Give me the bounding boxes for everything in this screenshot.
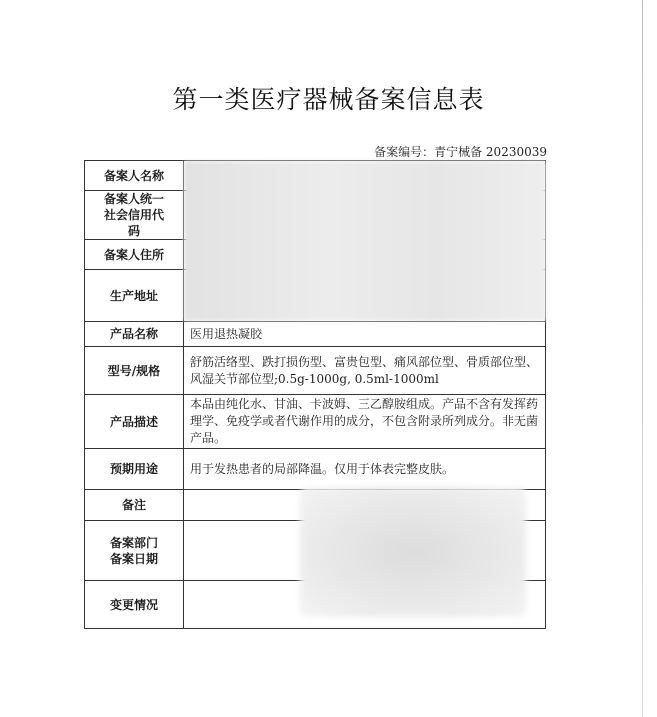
label-filer-address: 备案人住所 (85, 240, 184, 270)
label-product-name: 产品名称 (85, 322, 184, 347)
value-product-description: 本品由纯化水、甘油、卡波姆、三乙醇胺组成。产品不含有发挥药理学、免疫学或者代谢作用的成分，不包含附录所列成分。非无菌产品。 (184, 395, 546, 449)
label-department-date: 备案部门 备案日期 (85, 521, 184, 581)
document-title: 第一类医疗器械备案信息表 (172, 85, 485, 114)
record-number: 备案编号：青宁械备 20230039 (374, 145, 547, 159)
redacted-seal-area (300, 487, 526, 617)
label-product-description: 产品描述 (85, 395, 184, 449)
table-row (85, 395, 546, 449)
label-change-history: 变更情况 (85, 581, 184, 629)
label-production-address: 生产地址 (85, 270, 184, 322)
label-intended-use: 预期用途 (85, 449, 184, 490)
table-row (85, 322, 546, 347)
label-model-spec: 型号/规格 (85, 347, 184, 395)
value-model-spec: 舒筋活络型、跌打损伤型、富贵包型、痛风部位型、骨质部位型、风湿关节部位型;0.5g-1000g, 0.5ml-1000ml (184, 347, 546, 395)
value-product-name: 医用退热凝胶 (184, 322, 546, 347)
table-row (85, 347, 546, 395)
label-credit-code: 备案人统一社会信用代码 (85, 191, 184, 240)
label-filer-name: 备案人名称 (85, 161, 184, 191)
value-intended-use: 用于发热患者的局部降温。仅用于体表完整皮肤。 (184, 449, 546, 490)
table-row (85, 449, 546, 490)
label-remarks: 备注 (85, 490, 184, 521)
redacted-area (184, 161, 546, 321)
